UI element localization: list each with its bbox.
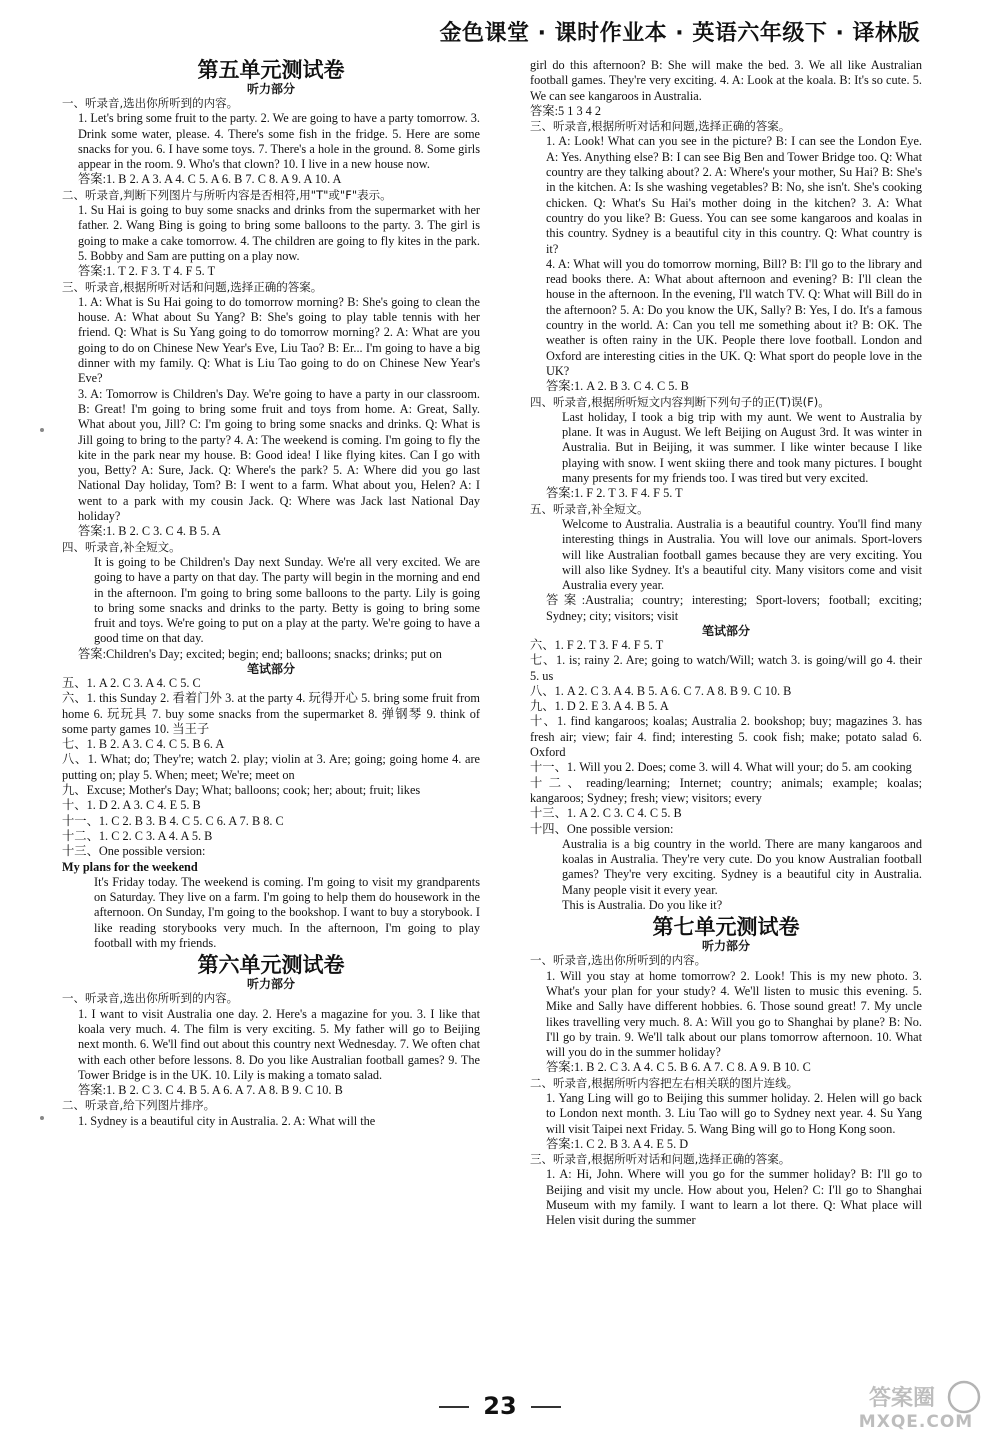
unit-title: 第五单元测试卷	[197, 58, 345, 82]
text-paragraph: 答案:Australia; country; interesting; Sport-lovers; football; exciting; Sydney; city; visitors; visit	[546, 593, 922, 623]
text-paragraph: 答案:1. B 2. C 3. C 4. B 5. A 6. A 7. A 8. B 9. C 10. B	[78, 1083, 343, 1098]
section-heading: 一、听录音,选出你所听到的内容。	[530, 953, 707, 968]
text-paragraph: 十四、One possible version:	[530, 821, 674, 836]
text-paragraph: 1. Su Hai is going to buy some snacks and drinks from the supermarket with her father. 2. Wang Bing is going to bring some balloons to the party. 3. The girl is going to make a cake tomorrow. 4. The children are going to fly kites in the park. 5. Bobby and Sam are putting on a play now.	[78, 203, 480, 263]
text-paragraph: 五、1. A 2. C 3. A 4. C 5. C	[62, 675, 201, 690]
part-heading: 听力部分	[701, 939, 750, 954]
text-paragraph: 十二、reading/learning; Internet; country; animals; example; koalas; kangaroos; Sydney; fresh; view; visitors; every	[530, 775, 922, 805]
text-paragraph: 十一、1. C 2. B 3. B 4. C 5. C 6. A 7. B 8. C	[62, 813, 284, 828]
text-paragraph: 答案:1. A 2. B 3. C 4. C 5. B	[546, 379, 689, 394]
margin-dot	[40, 1116, 44, 1120]
watermark-bottom-text: MXQE.COM	[858, 1412, 974, 1431]
text-paragraph: 1. Will you stay at home tomorrow? 2. Look! This is my new photo. 3. What's your plan for your study? 4. We'll listen to music this evening. 5. Mike and Sally have different hobbies. 6. Those sound great! 7. My uncle likes travelling very much. 8. A: Will you go to Shanghai by plane? B: No. I'll go by train. 9. We'll talk about our plans tomorrow afternoon. 10. What will you do in the summer holiday?	[546, 968, 922, 1060]
section-heading: 三、听录音,根据所听对话和问题,选择正确的答案。	[530, 1152, 791, 1167]
left-column	[62, 56, 480, 1129]
text-paragraph: 十三、1. A 2. C 3. C 4. C 5. B	[530, 806, 682, 821]
part-heading: 听力部分	[246, 977, 295, 992]
text-paragraph: This is Australia. Do you like it?	[562, 898, 723, 913]
text-paragraph: 1. Let's bring some fruit to the party. 2. We are going to have a party tomorrow. 3. Drink some water, please. 4. There's some fish in the fridge. 5. Here are some snacks for you. 6. I have some toys. 7. There's a hole in the ground. 8. Some girls appear in the room. 9. Who's that clown? 10. I live in a new house now.	[78, 111, 480, 172]
part-heading: 笔试部分	[701, 623, 750, 638]
text-paragraph: 答案:1. F 2. T 3. F 4. F 5. T	[546, 486, 683, 501]
section-heading: 一、听录音,选出你所听到的内容。	[62, 991, 239, 1006]
text-paragraph: 答案:1. T 2. F 3. T 4. F 5. T	[78, 264, 216, 279]
text-paragraph: 十、1. find kangaroos; koalas; Australia 2. bookshop; buy; magazines 3. has fresh air; view; fair 4. find; interesting 5. cook fish; make; potato salad 6. Oxford	[530, 714, 922, 760]
text-paragraph: 七、1. B 2. A 3. C 4. C 5. B 6. A	[62, 737, 225, 752]
text-paragraph: 答案:5 1 3 4 2	[530, 103, 602, 118]
section-heading: 五、听录音,补全短文。	[530, 501, 649, 516]
text-paragraph: 七、1. is; rainy 2. Are; going to watch/Will; watch 3. is going/will go 4. their 5. us	[530, 653, 922, 683]
text-paragraph: Welcome to Australia. Australia is a beautiful country. You'll find many interesting things in Australia. You will love our animals. Sport-lovers will like Australian football games because they are very exciting. You will also like Sydney. It's a beautiful city. Many visitors come and visit Australia every year.	[562, 516, 922, 593]
text-paragraph: 1. A: Hi, John. Where will you go for the summer holiday? B: I'll go to Beijing and visit my uncle. How about you, Helen? C: I'll go to Shanghai Museum with my family. I want to learn a lot there. Q: What place will Helen visit during the summer	[546, 1167, 922, 1228]
text-paragraph: It's Friday today. The weekend is coming. I'm going to visit my grandparents on Saturday. They live on a farm. I'm going to help them do housework in the afternoon. On Sunday, I'm going to the bookshop. I want to buy a storybook. I like reading storybooks very much. In the afternoon, I'm going to play football with my friends.	[94, 874, 480, 951]
text-paragraph: 十三、One possible version:	[62, 844, 206, 859]
text-paragraph: 1. Sydney is a beautiful city in Australia. 2. A: What will the	[78, 1113, 376, 1128]
text-paragraph: girl do this afternoon? B: She will make the bed. 3. We all like Australian football games. They're very exciting. 4. A: Look at the koala. B: It's so cute. 5. We can see kangaroos in Australia.	[530, 58, 922, 103]
text-paragraph: 八、1. A 2. C 3. A 4. B 5. A 6. C 7. A 8. B 9. C 10. B	[530, 683, 792, 698]
section-heading: 一、听录音,选出你所听到的内容。	[62, 96, 239, 110]
section-heading: 三、听录音,根据所听对话和问题,选择正确的答案。	[530, 119, 791, 134]
text-paragraph: 4. A: What will you do tomorrow morning, Bill? B: I'll go to the library and read books there. A: What about afternoon and evening? B: I'll clean the house in the afternoon. In the evening, I'll watch TV. Q: What will Bill do in the afternoon? 5. A: Do you know the UK, Sally? B: Yes, I do. It's a famous country in the world. A: Can you tell me something about it? B: OK. The weather is often rainy in the UK. People there love football. London and Oxford are interesting cities in the UK. Q: What sport do people love in the UK?	[546, 256, 922, 378]
watermark-logo	[832, 1379, 992, 1431]
text-paragraph: 1. A: Look! What can you see in the picture? B: I can see the London Eye. A: Yes. Anything else? B: I can see Big Ben and Tower Bridge too. Q: What country are they talking about? 2. A: Where's your mother, Su Hai? B: She's in the kitchen. A: Is she washing vegetables? B: No, she isn't. She's cooking chicken. Q: What's Su Hai's mother doing in the kitchen? 3. A: What country do you like? B: Guess. You can see some kangaroos and koalas in this country. Sydney is a beautiful city in this country. Q: What country is it?	[546, 134, 922, 256]
section-heading: 四、听录音,根据所听短文内容判断下列句子的正(T)误(F)。	[530, 394, 830, 409]
text-paragraph: 八、1. What; do; They're; watch 2. play; violin at 3. Are; going; going home 4. are putting on; play 5. When; meet; We're; meet on	[62, 752, 480, 782]
essay-title: My plans for the weekend	[62, 859, 198, 874]
watermark-top-text: 答案圈	[868, 1386, 936, 1411]
text-paragraph: 十一、1. Will you 2. Does; come 3. will 4. What will your; do 5. am cooking	[530, 760, 912, 775]
text-paragraph: Last holiday, I took a big trip with my aunt. We went to Australia by plane. It was in August. We left Beijing on August 3rd. It was winter in Australia. But in Beijing, it was summer. I like winter because I like playing with snow. I went skiing there and took many pictures. I bought many presents for my friends too. I was tired but very excited.	[562, 409, 922, 486]
part-heading: 听力部分	[246, 82, 295, 96]
text-paragraph: 六、1. F 2. T 3. F 4. F 5. T	[530, 637, 664, 652]
page-number-value: 23	[483, 1392, 517, 1420]
text-paragraph: It is going to be Children's Day next Sunday. We're all very excited. We are going to have a party on that day. The party will begin in the morning and end in the afternoon. I'm going to bring some balloons to the party. Lily is going to bring some snacks and drinks to the party. Betty is going to bring some fruit and toys. We're going to put on a play at the party. We're going to have a good time on that day.	[94, 554, 480, 646]
section-heading: 四、听录音,补全短文。	[62, 539, 181, 554]
page-dash-right	[531, 1406, 561, 1408]
text-paragraph: 答案:Children's Day; excited; begin; end; balloons; snacks; drinks; put on	[78, 646, 442, 661]
text-paragraph: 十、1. D 2. A 3. C 4. E 5. B	[62, 798, 201, 813]
text-paragraph: 1. A: What is Su Hai going to do tomorrow morning? B: She's going to clean the house. A: What about Su Yang? B: She's going to play table tennis with her friend. Q: What is Su Yang going to do tomorrow morning? 2. A: What are you going to do on Chinese New Year's Eve, Liu Tao? B: Er... I'm going to have a big dinner with my family. Q: What is Liu Tao going to do on Chinese New Year's Eve?	[78, 294, 480, 386]
text-paragraph: 1. Yang Ling will go to Beijing this summer holiday. 2. Helen will go back to London next month. 3. Liu Tao will go to Sydney next year. 4. Su Yang will visit Taipei next Friday. 5. Wang Bing will go to Hong Kong soon.	[546, 1091, 922, 1136]
text-paragraph: 答案:1. B 2. A 3. A 4. C 5. A 6. B 7. C 8. A 9. A 10. A	[78, 172, 342, 187]
text-paragraph: 九、Excuse; Mother's Day; What; balloons; cook; her; about; fruit; likes	[62, 783, 421, 798]
text-paragraph: 答案:1. B 2. C 3. C 4. B 5. A	[78, 524, 221, 539]
watermark-svg	[832, 1379, 992, 1431]
section-heading: 二、听录音,判断下列图片与所听内容是否相符,用"T"或"F"表示。	[62, 187, 392, 202]
section-heading: 二、听录音,根据所听内容把左右相关联的图片连线。	[530, 1075, 799, 1090]
text-paragraph: 1. I want to visit Australia one day. 2. Here's a magazine for you. 3. I like that koala very much. 4. The film is very exciting. 5. My father will go to Beijing next month. 6. We'll find out about this country next Wednesday. 7. We often chat with each other before lessons. 8. Do you like Australian football games? 9. The Tower Bridge is in the UK. 10. Lily is making a tomato salad.	[78, 1006, 480, 1082]
section-heading: 二、听录音,给下列图片排序。	[62, 1098, 216, 1113]
text-paragraph: 答案:1. B 2. C 3. A 4. C 5. B 6. A 7. C 8. A 9. B 10. C	[546, 1060, 811, 1075]
part-heading: 笔试部分	[246, 661, 295, 676]
right-column	[530, 58, 922, 1229]
margin-dot	[40, 428, 44, 432]
text-paragraph: 3. A: Tomorrow is Children's Day. We're going to have a party in our classroom. B: Great! I'm going to bring some fruit and toys from home. A: Great, Sally. What about you, Jill? C: I'm going to bring some snacks and drinks. Q: What is Jill going to bring to the party? 4. A: The weekend is coming. I'm going to fly the kite in the park near my house. B: Good idea! I like flying kites. Can I go with you, Betty? A: Sure, Jack. Q: Where's the park? 5. A: Where did you go last National Day holiday, Tom? B: I went to a farm. What about you, Helen? A: I went to a park with my cousin Jack. Q: Where was Jack last National Day holiday?	[78, 386, 480, 524]
unit-title: 第七单元测试卷	[652, 915, 800, 940]
section-heading: 三、听录音,根据所听对话和问题,选择正确的答案。	[62, 279, 323, 294]
page-dash-left	[439, 1406, 469, 1408]
watermark-circle	[949, 1382, 979, 1412]
text-paragraph: 九、1. D 2. E 3. A 4. B 5. A	[530, 699, 669, 714]
unit-title: 第六单元测试卷	[197, 953, 345, 978]
text-paragraph: 六、1. this Sunday 2. 看着门外 3. at the party 4. 玩得开心 5. bring some fruit from home 6. 玩玩具 7. buy some snacks from the supermarket 8. 弹钢琴 9. think of some party games 10. 当王子	[62, 691, 480, 736]
text-paragraph: 十二、1. C 2. C 3. A 4. A 5. B	[62, 828, 213, 843]
text-paragraph: 答案:1. C 2. B 3. A 4. E 5. D	[546, 1136, 689, 1151]
running-header: 金色课堂 · 课时作业本 · 英语六年级下 · 译林版	[439, 21, 920, 46]
text-paragraph: Australia is a big country in the world. There are many kangaroos and koalas in Australia. They're very cute. Do you know Australian football games? They're very exciting. Sydney is a beautiful city in Australia. Many people visit it every year.	[562, 836, 922, 897]
